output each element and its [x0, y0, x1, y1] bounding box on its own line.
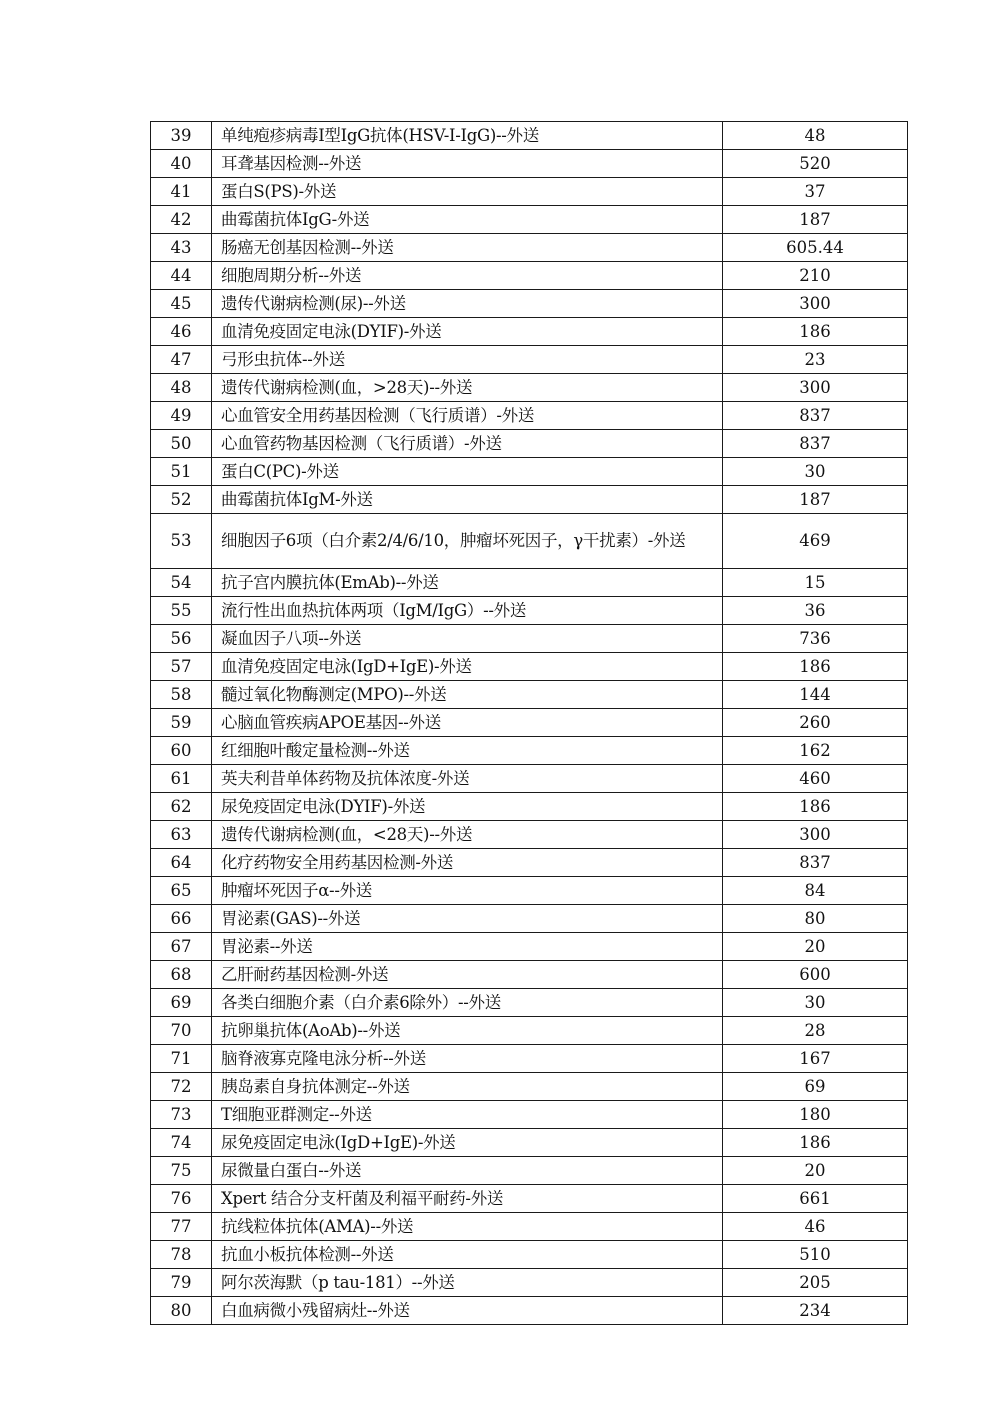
item-name: 髓过氧化物酶测定(MPO)--外送 [212, 681, 723, 709]
row-number: 49 [151, 402, 212, 430]
row-number: 41 [151, 178, 212, 206]
item-price: 15 [723, 569, 908, 597]
item-price: 187 [723, 206, 908, 234]
row-number: 48 [151, 374, 212, 402]
row-number: 56 [151, 625, 212, 653]
item-price: 205 [723, 1269, 908, 1297]
item-price: 186 [723, 653, 908, 681]
table-row [151, 1297, 908, 1325]
item-price: 736 [723, 625, 908, 653]
table-row [151, 374, 908, 402]
price-table [150, 121, 908, 1325]
row-number: 67 [151, 933, 212, 961]
row-number: 62 [151, 793, 212, 821]
item-name: 耳聋基因检测--外送 [212, 150, 723, 178]
table-row [151, 1241, 908, 1269]
item-price: 80 [723, 905, 908, 933]
table-row [151, 625, 908, 653]
table-row [151, 1185, 908, 1213]
item-price: 187 [723, 486, 908, 514]
table-row [151, 486, 908, 514]
item-price: 837 [723, 430, 908, 458]
item-price: 30 [723, 458, 908, 486]
row-number: 54 [151, 569, 212, 597]
table-row [151, 318, 908, 346]
item-price: 520 [723, 150, 908, 178]
row-number: 43 [151, 234, 212, 262]
item-name: 单纯疱疹病毒Ⅰ型IgG抗体(HSV-Ⅰ-IgG)--外送 [212, 122, 723, 150]
table-row [151, 905, 908, 933]
item-name: 抗子宫内膜抗体(EmAb)--外送 [212, 569, 723, 597]
table-row [151, 430, 908, 458]
table-row [151, 989, 908, 1017]
item-price: 144 [723, 681, 908, 709]
table-row [151, 234, 908, 262]
item-price: 167 [723, 1045, 908, 1073]
row-number: 66 [151, 905, 212, 933]
row-number: 61 [151, 765, 212, 793]
item-price: 837 [723, 849, 908, 877]
item-name: 细胞周期分析--外送 [212, 262, 723, 290]
item-name: Xpert 结合分支杆菌及利福平耐药-外送 [212, 1185, 723, 1213]
row-number: 51 [151, 458, 212, 486]
item-name: 阿尔茨海默（p tau-181）--外送 [212, 1269, 723, 1297]
row-number: 44 [151, 262, 212, 290]
item-name: 心血管安全用药基因检测（飞行质谱）-外送 [212, 402, 723, 430]
item-price: 605.44 [723, 234, 908, 262]
item-name: 蛋白C(PC)-外送 [212, 458, 723, 486]
row-number: 40 [151, 150, 212, 178]
item-name: 尿免疫固定电泳(IgD+IgE)-外送 [212, 1129, 723, 1157]
row-number: 64 [151, 849, 212, 877]
item-name: 胃泌素(GAS)--外送 [212, 905, 723, 933]
table-row [151, 569, 908, 597]
item-price: 510 [723, 1241, 908, 1269]
row-number: 72 [151, 1073, 212, 1101]
row-number: 73 [151, 1101, 212, 1129]
item-name: 心脑血管疾病APOE基因--外送 [212, 709, 723, 737]
table-row [151, 849, 908, 877]
item-price: 300 [723, 374, 908, 402]
row-number: 78 [151, 1241, 212, 1269]
item-name: 英夫利昔单体药物及抗体浓度-外送 [212, 765, 723, 793]
item-price: 210 [723, 262, 908, 290]
row-number: 65 [151, 877, 212, 905]
item-price: 837 [723, 402, 908, 430]
item-name: 抗线粒体抗体(AMA)--外送 [212, 1213, 723, 1241]
item-name: 胰岛素自身抗体测定--外送 [212, 1073, 723, 1101]
table-row [151, 1073, 908, 1101]
item-price: 36 [723, 597, 908, 625]
item-price: 300 [723, 290, 908, 318]
item-name: 肿瘤坏死因子α--外送 [212, 877, 723, 905]
table-row [151, 346, 908, 374]
item-name: 细胞因子6项（白介素2/4/6/10，肿瘤坏死因子，γ干扰素）-外送 [212, 514, 723, 569]
table-row [151, 178, 908, 206]
item-name: 血清免疫固定电泳(DYIF)-外送 [212, 318, 723, 346]
item-name: 乙肝耐药基因检测-外送 [212, 961, 723, 989]
table-row [151, 1045, 908, 1073]
item-price: 186 [723, 318, 908, 346]
row-number: 47 [151, 346, 212, 374]
table-row [151, 933, 908, 961]
table-row [151, 709, 908, 737]
item-name: 各类白细胞介素（白介素6除外）--外送 [212, 989, 723, 1017]
row-number: 74 [151, 1129, 212, 1157]
item-price: 69 [723, 1073, 908, 1101]
item-name: T细胞亚群测定--外送 [212, 1101, 723, 1129]
row-number: 55 [151, 597, 212, 625]
table-row [151, 961, 908, 989]
item-name: 弓形虫抗体--外送 [212, 346, 723, 374]
row-number: 80 [151, 1297, 212, 1325]
row-number: 77 [151, 1213, 212, 1241]
item-price: 186 [723, 793, 908, 821]
item-price: 28 [723, 1017, 908, 1045]
row-number: 59 [151, 709, 212, 737]
table-row [151, 597, 908, 625]
item-price: 48 [723, 122, 908, 150]
item-name: 遗传代谢病检测(尿)--外送 [212, 290, 723, 318]
item-name: 血清免疫固定电泳(IgD+IgE)-外送 [212, 653, 723, 681]
item-name: 心血管药物基因检测（飞行质谱）-外送 [212, 430, 723, 458]
item-price: 30 [723, 989, 908, 1017]
table-row [151, 737, 908, 765]
item-name: 遗传代谢病检测(血，>28天)--外送 [212, 374, 723, 402]
table-row [151, 206, 908, 234]
item-price: 46 [723, 1213, 908, 1241]
row-number: 75 [151, 1157, 212, 1185]
row-number: 69 [151, 989, 212, 1017]
item-price: 23 [723, 346, 908, 374]
row-number: 68 [151, 961, 212, 989]
item-name: 白血病微小残留病灶--外送 [212, 1297, 723, 1325]
row-number: 58 [151, 681, 212, 709]
table-row [151, 877, 908, 905]
row-number: 45 [151, 290, 212, 318]
table-row [151, 1017, 908, 1045]
row-number: 46 [151, 318, 212, 346]
price-table-body [151, 122, 908, 1325]
item-price: 661 [723, 1185, 908, 1213]
item-name: 脑脊液寡克隆电泳分析--外送 [212, 1045, 723, 1073]
table-row [151, 681, 908, 709]
item-price: 469 [723, 514, 908, 569]
item-price: 600 [723, 961, 908, 989]
table-row [151, 1101, 908, 1129]
row-number: 39 [151, 122, 212, 150]
item-price: 234 [723, 1297, 908, 1325]
item-name: 尿免疫固定电泳(DYIF)-外送 [212, 793, 723, 821]
row-number: 53 [151, 514, 212, 569]
table-row [151, 821, 908, 849]
item-name: 尿微量白蛋白--外送 [212, 1157, 723, 1185]
table-row [151, 514, 908, 569]
table-row [151, 402, 908, 430]
table-row [151, 1213, 908, 1241]
table-row [151, 1269, 908, 1297]
item-price: 20 [723, 1157, 908, 1185]
row-number: 79 [151, 1269, 212, 1297]
row-number: 57 [151, 653, 212, 681]
row-number: 60 [151, 737, 212, 765]
item-name: 抗血小板抗体检测--外送 [212, 1241, 723, 1269]
item-name: 蛋白S(PS)-外送 [212, 178, 723, 206]
item-name: 凝血因子八项--外送 [212, 625, 723, 653]
row-number: 50 [151, 430, 212, 458]
item-name: 曲霉菌抗体IgM-外送 [212, 486, 723, 514]
item-name: 曲霉菌抗体IgG-外送 [212, 206, 723, 234]
item-price: 460 [723, 765, 908, 793]
item-price: 300 [723, 821, 908, 849]
item-price: 162 [723, 737, 908, 765]
item-name: 化疗药物安全用药基因检测-外送 [212, 849, 723, 877]
table-row [151, 122, 908, 150]
item-name: 红细胞叶酸定量检测--外送 [212, 737, 723, 765]
item-name: 遗传代谢病检测(血，<28天)--外送 [212, 821, 723, 849]
row-number: 42 [151, 206, 212, 234]
table-row [151, 150, 908, 178]
item-name: 抗卵巢抗体(AoAb)--外送 [212, 1017, 723, 1045]
table-row [151, 262, 908, 290]
item-price: 84 [723, 877, 908, 905]
row-number: 70 [151, 1017, 212, 1045]
row-number: 71 [151, 1045, 212, 1073]
item-price: 186 [723, 1129, 908, 1157]
item-price: 180 [723, 1101, 908, 1129]
item-name: 胃泌素--外送 [212, 933, 723, 961]
row-number: 76 [151, 1185, 212, 1213]
table-row [151, 1129, 908, 1157]
item-price: 260 [723, 709, 908, 737]
table-row [151, 765, 908, 793]
table-row [151, 458, 908, 486]
table-row [151, 793, 908, 821]
item-name: 流行性出血热抗体两项（IgM/IgG）--外送 [212, 597, 723, 625]
row-number: 63 [151, 821, 212, 849]
table-row [151, 290, 908, 318]
table-row [151, 653, 908, 681]
item-name: 肠癌无创基因检测--外送 [212, 234, 723, 262]
item-price: 37 [723, 178, 908, 206]
item-price: 20 [723, 933, 908, 961]
table-row [151, 1157, 908, 1185]
row-number: 52 [151, 486, 212, 514]
